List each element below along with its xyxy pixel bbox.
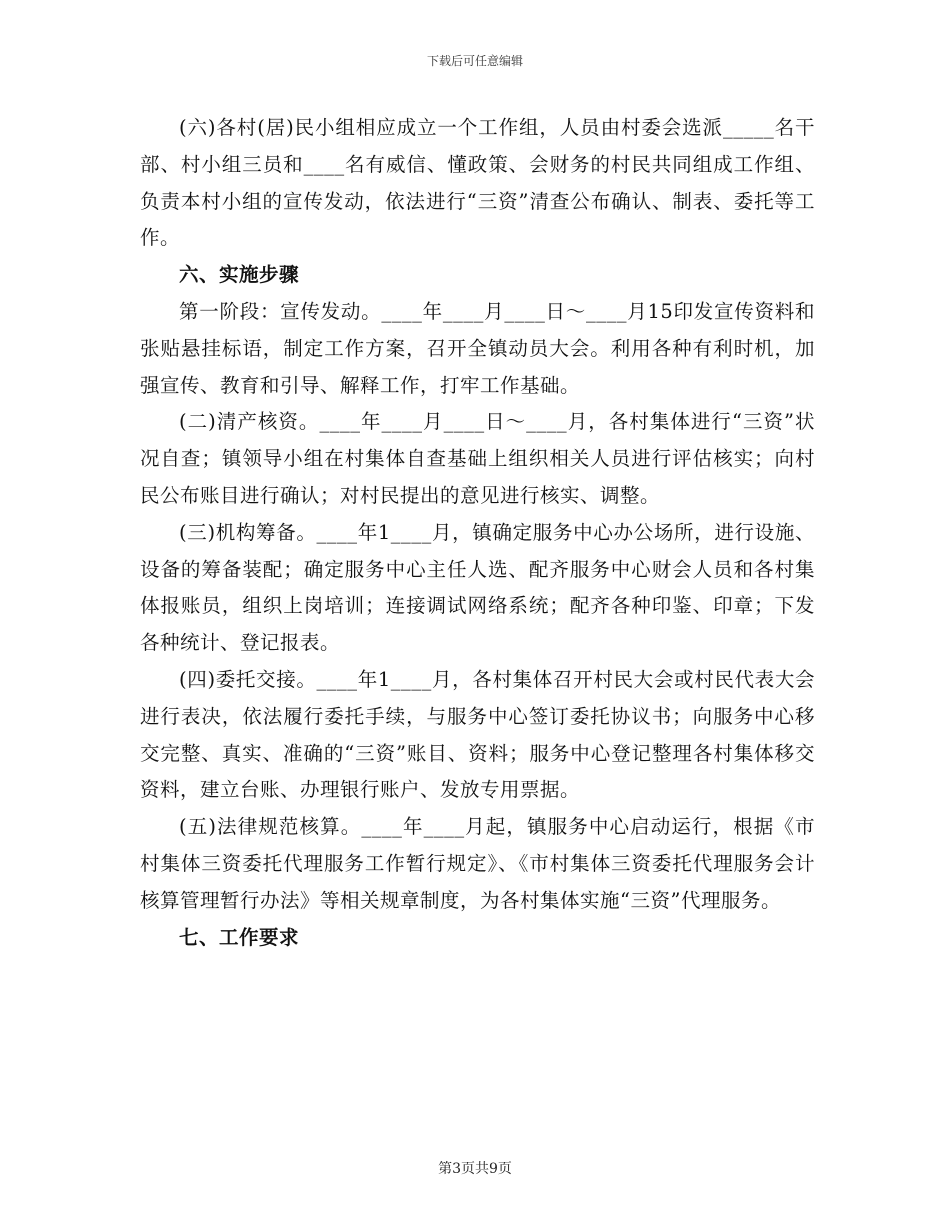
paragraph: (四)委托交接。____年1____月，各村集体召开村民大会或村民代表大会进行表决，依法履行委托手续，与服务中心签订委托协议书；向服务中心移交完整、真实、准确的“三资”账目、资料；服务中心登记整理各村集体移交资料，建立台账、办理银行账户、发放专用票据。: [140, 667, 815, 802]
section-heading: 六、实施步骤: [179, 263, 300, 287]
page-number: 第3页共9页: [438, 1161, 512, 1177]
paragraph: (六)各村(居)民小组相应成立一个工作组，人员由村委会选派_____名干部、村小组三员和____名有威信、懂政策、会财务的村民共同组成工作组、负责本村小组的宣传发动，依法进行“三资”清查公布确认、制表、委托等工作。: [140, 116, 815, 250]
paragraph: (五)法律规范核算。____年____月起，镇服务中心启动运行，根据《市村集体三资委托代理服务工作暂行规定》、《市村集体三资委托代理服务会计核算管理暂行办法》等相关规章制度，为各村集体实施“三资”代理服务。: [140, 815, 815, 912]
paragraph: (二)清产核资。____年____月____日～____月，各村集体进行“三资”状况自查；镇领导小组在村集体自查基础上组织相关人员进行评估核实；向村民公布账目进行确认；对村民提出的意见进行核实、调整。: [140, 410, 815, 507]
document-body: [140, 110, 815, 956]
page-header: 下载后可任意编辑: [426, 54, 523, 68]
section-heading: 七、工作要求: [179, 925, 300, 949]
paragraph: (三)机构筹备。____年1____月，镇确定服务中心办公场所，进行设施、设备的筹备装配；确定服务中心主任人选、配齐服务中心财会人员和各村集体报账员，组织上岗培训；连接调试网络系统；配齐各种印鉴、印章；下发各种统计、登记报表。: [140, 520, 815, 655]
paragraph: 第一阶段：宣传发动。____年____月____日～____月15印发宣传资料和张贴悬挂标语，制定工作方案，召开全镇动员大会。利用各种有利时机，加强宣传、教育和引导、解释工作，打牢工作基础。: [140, 299, 815, 397]
